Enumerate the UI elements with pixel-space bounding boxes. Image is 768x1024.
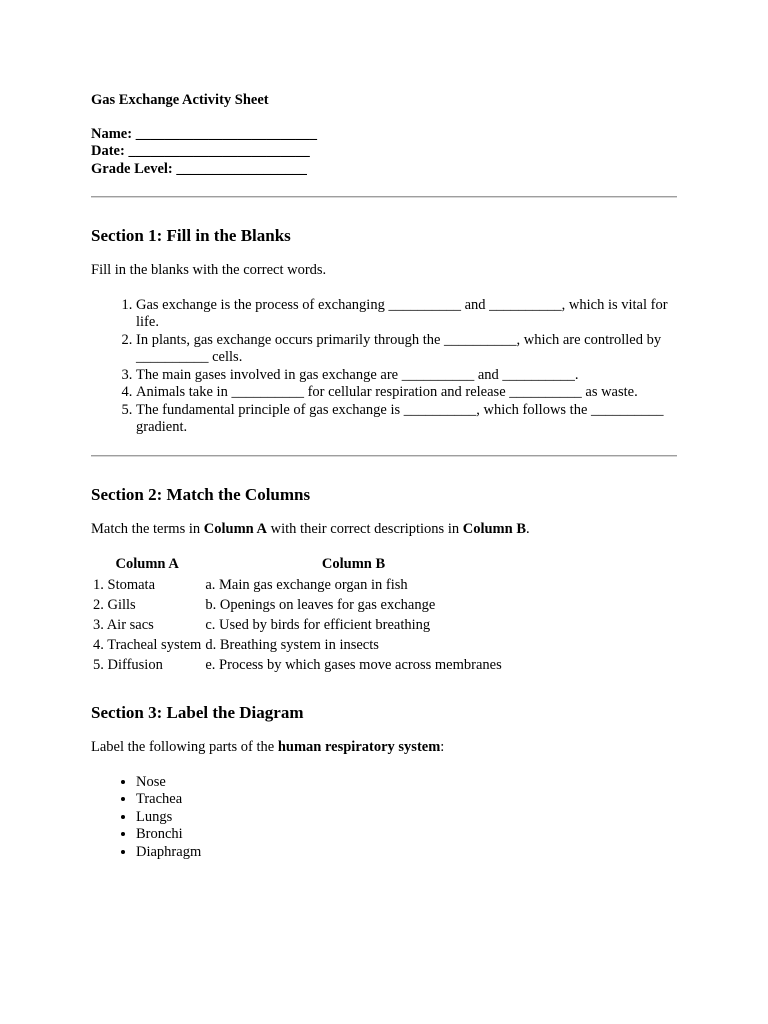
list-item: 2. In plants, gas exchange occurs primarily through the __________, which are controlled by __________ cells. bbox=[136, 332, 677, 367]
section-3-title: Section 3: Label the Diagram bbox=[91, 703, 304, 722]
description-cell: b. Openings on leaves for gas exchange bbox=[205, 597, 436, 613]
section-3-instructions bbox=[91, 739, 677, 757]
fill-in-blanks-list bbox=[91, 297, 677, 437]
term-cell: 5. Diffusion bbox=[93, 657, 163, 673]
table-header-row bbox=[91, 555, 504, 575]
instruction-text: : bbox=[440, 739, 445, 755]
instruction-bold-column-b: Column B bbox=[462, 520, 526, 537]
list-item: • Bronchi bbox=[136, 826, 677, 844]
section-divider bbox=[91, 196, 677, 198]
term-cell: 4. Tracheal system bbox=[93, 637, 202, 653]
instruction-text: Match the terms in bbox=[91, 520, 204, 537]
instruction-bold-column-a: Column A bbox=[203, 520, 268, 537]
list-item: • Nose bbox=[136, 774, 677, 792]
diagram-parts-list bbox=[91, 774, 677, 862]
grade-level-field-line: Grade Level: __________________ bbox=[91, 160, 307, 177]
list-item: 1. Gas exchange is the process of exchanging __________ and __________, which is vital for life. bbox=[136, 297, 677, 332]
list-item: 3. The main gases involved in gas exchange are __________ and __________. bbox=[136, 367, 677, 385]
section-divider bbox=[91, 455, 677, 457]
list-item: • Trachea bbox=[136, 791, 677, 809]
column-b-header: Column B bbox=[321, 556, 386, 572]
list-item: • Lungs bbox=[136, 809, 677, 827]
match-columns-table bbox=[91, 555, 504, 675]
document-title: Gas Exchange Activity Sheet bbox=[91, 92, 269, 108]
table-row bbox=[91, 615, 504, 635]
table-row bbox=[91, 595, 504, 615]
table-row bbox=[91, 575, 504, 595]
instruction-text: Label the following parts of the bbox=[91, 739, 278, 755]
instruction-text: with their correct descriptions in bbox=[267, 520, 463, 537]
name-field-line: Name: _________________________ bbox=[91, 125, 317, 142]
list-item: 4. Animals take in __________ for cellular respiration and release __________ as waste. bbox=[136, 384, 677, 402]
date-field-line: Date: _________________________ bbox=[91, 143, 310, 159]
term-cell: 3. Air sacs bbox=[93, 617, 154, 633]
section-1-title: Section 1: Fill in the Blanks bbox=[91, 226, 291, 245]
instruction-bold-system: human respiratory system bbox=[277, 739, 441, 755]
description-cell: c. Used by birds for efficient breathing bbox=[205, 617, 431, 633]
column-a-header: Column A bbox=[115, 556, 179, 572]
description-cell: a. Main gas exchange organ in fish bbox=[205, 577, 408, 593]
list-item: 5. The fundamental principle of gas exchange is __________, which follows the __________ gradient. bbox=[136, 402, 677, 437]
table-row bbox=[91, 635, 504, 655]
section-2-instructions bbox=[91, 521, 677, 539]
term-cell: 1. Stomata bbox=[93, 577, 156, 593]
description-cell: d. Breathing system in insects bbox=[205, 637, 379, 653]
term-cell: 2. Gills bbox=[93, 597, 136, 613]
section-2-title: Section 2: Match the Columns bbox=[91, 484, 311, 504]
description-cell: e. Process by which gases move across membranes bbox=[205, 657, 502, 673]
instruction-text: . bbox=[526, 520, 530, 537]
list-item: • Diaphragm bbox=[136, 844, 677, 862]
section-1-instructions: Fill in the blanks with the correct words. bbox=[91, 262, 327, 278]
table-row bbox=[91, 655, 504, 675]
